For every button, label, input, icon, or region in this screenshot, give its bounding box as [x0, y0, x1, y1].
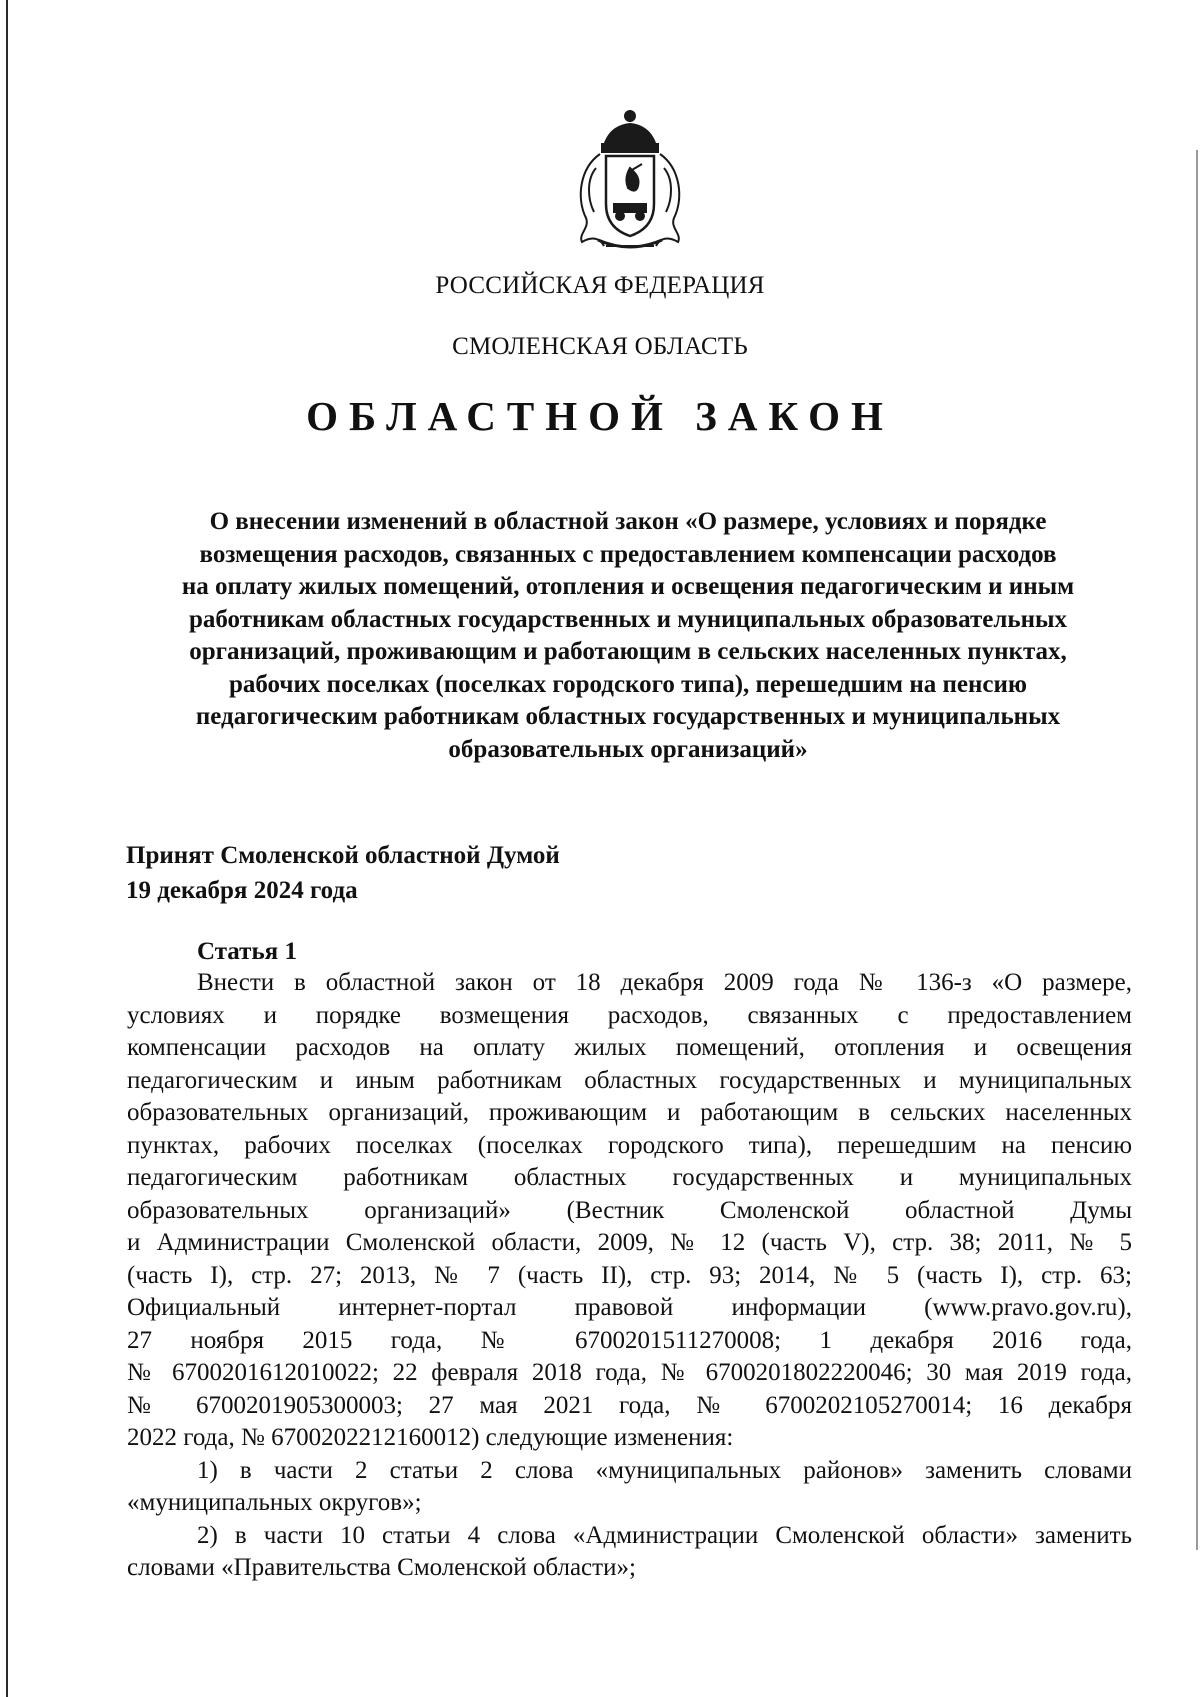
title-line: работникам областных государственных и муниципальных образовательных — [188, 605, 1068, 633]
title-line: О внесении изменений в областной закон «О размере, условиях и порядке — [209, 508, 1047, 535]
title-line: возмещения расходов, связанных с предоставлением компенсации расходов — [199, 540, 1057, 568]
body-line: Внести в областной закон от 18 декабря 2009 года № 136-з «О размере, — [197, 969, 1132, 996]
body-line: компенсации расходов на оплату жилых помещений, отопления и освещения — [127, 1034, 1132, 1061]
title-line: на оплату жилых помещений, отопления и освещения педагогическим и иным — [181, 573, 1075, 600]
region-heading: СМОЛЕНСКАЯ ОБЛАСТЬ — [452, 333, 748, 360]
document-type-heading: ОБЛАСТНОЙ ЗАКОН — [306, 393, 894, 439]
body-line: пунктах, рабочих поселках (поселках городского типа), перешедшим на пенсию — [127, 1131, 1132, 1159]
body-line: № 6700201905300003; 27 мая 2021 года, № 6700202105270014; 16 декабря — [127, 1391, 1132, 1419]
smolensk-coat-of-arms-icon — [570, 108, 690, 256]
body-line: № 6700201612010022; 22 февраля 2018 года, № 6700201802220046; 30 мая 2019 года, — [127, 1359, 1132, 1386]
body-line: и Администрации Смоленской области, 2009, № 12 (часть V), стр. 38; 2011, № 5 — [127, 1229, 1132, 1256]
country-heading: РОССИЙСКАЯ ФЕДЕРАЦИЯ — [435, 272, 765, 299]
body-line: 27 ноября 2015 года, № 6700201511270008; 1 декабря 2016 года, — [127, 1326, 1132, 1354]
body-line: педагогическим работникам областных государственных и муниципальных — [127, 1164, 1132, 1191]
title-line: педагогическим работникам областных государственных и муниципальных — [195, 703, 1061, 730]
list-item-1-line: «муниципальных округов»; — [127, 1489, 422, 1516]
adoption-body: Принят Смоленской областной Думой — [126, 842, 560, 869]
body-line: образовательных организаций, проживающим и работающим в сельских населенных — [127, 1099, 1132, 1126]
scan-edge-left — [6, 0, 8, 1697]
article-heading: Статья 1 — [197, 938, 297, 965]
adoption-date: 19 декабря 2024 года — [126, 877, 358, 904]
list-item-2-line: 2) в части 10 статьи 4 слова «Администрации Смоленской области» заменить — [197, 1521, 1132, 1549]
list-item-2-line: словами «Правительства Смоленской области»; — [127, 1554, 636, 1581]
adoption-info — [126, 838, 560, 908]
title-line: рабочих поселках (поселках городского типа), перешедшим на пенсию — [228, 670, 1027, 698]
title-line: образовательных организаций» — [448, 735, 808, 763]
title-line: организаций, проживающим и работающим в сельских населенных пунктах, — [189, 638, 1067, 665]
body-line: 2022 года, № 6700202212160012) следующие изменения: — [127, 1424, 734, 1451]
article-body — [127, 967, 1132, 1585]
body-line: педагогическим и иным работникам областных государственных и муниципальных — [127, 1066, 1132, 1094]
law-title — [128, 506, 1128, 766]
body-line: (часть I), стр. 27; 2013, № 7 (часть II), стр. 93; 2014, № 5 (часть I), стр. 63; — [127, 1261, 1132, 1289]
body-line: Официальный интернет-портал правовой информации (www.pravo.gov.ru), — [127, 1294, 1132, 1321]
body-line: образовательных организаций» (Вестник Смоленской областной Думы — [127, 1196, 1132, 1224]
list-item-1-line: 1) в части 2 статьи 2 слова «муниципальных районов» заменить словами — [197, 1456, 1132, 1484]
body-line: условиях и порядке возмещения расходов, связанных с предоставлением — [127, 1001, 1132, 1029]
